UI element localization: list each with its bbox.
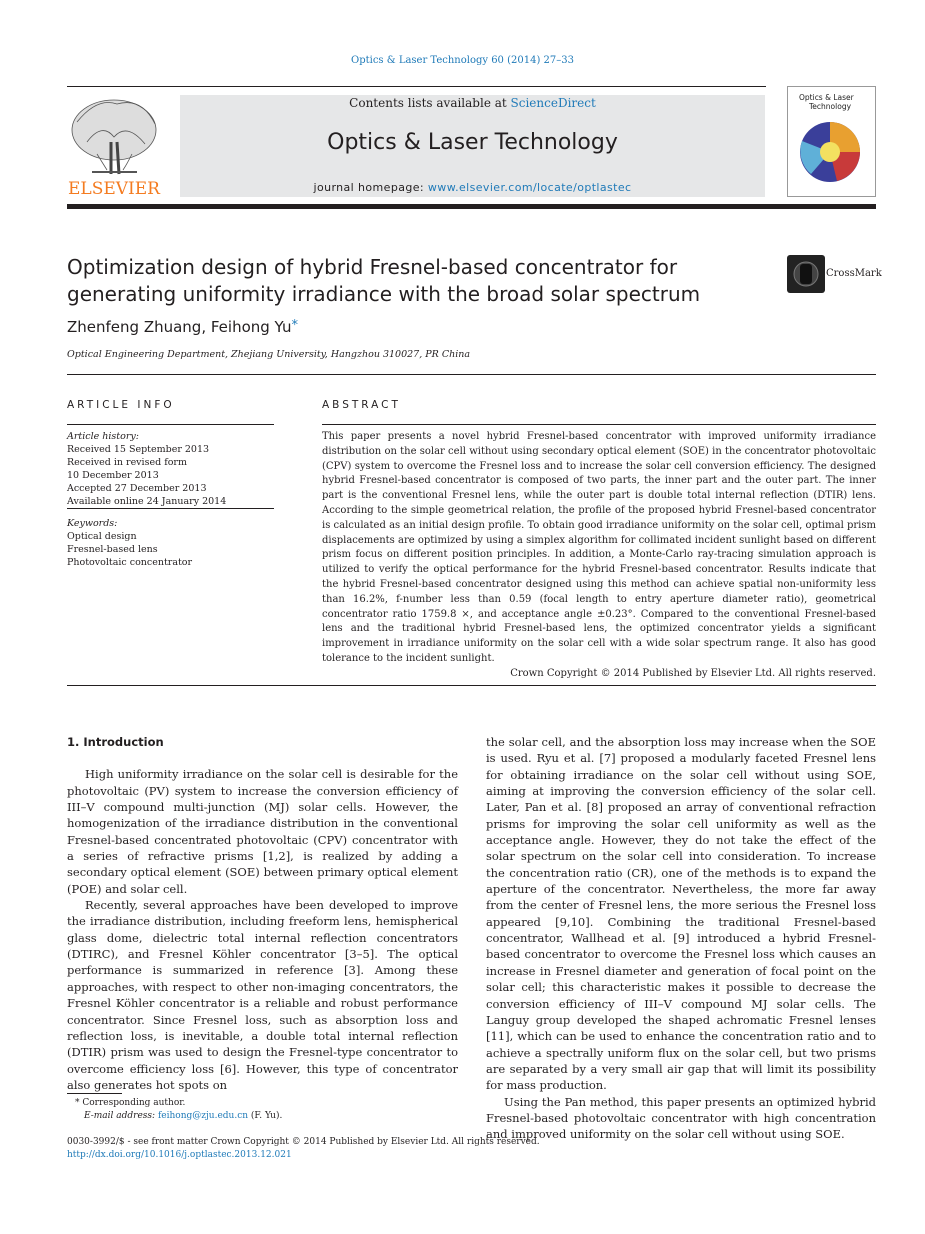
crossmark-label: CrossMark [826,268,882,279]
sciencedirect-link[interactable]: ScienceDirect [510,96,596,110]
accepted-date: Accepted 27 December 2013 [67,483,207,494]
journal-homepage: journal homepage: www.elsevier.com/locate/optlastec [313,181,632,194]
divider [67,424,274,425]
divider [67,508,274,509]
email-line: E-mail address: feihong@zju.edu.cn (F. Yu). [84,1111,283,1121]
keyword: Optical design [67,531,137,542]
issn-line: 0030-3992/$ - see front matter Crown Copyright © 2014 Published by Elsevier Ltd. All rights reserved. [67,1137,540,1147]
svg-text:Technology: Technology [809,102,852,111]
abstract-heading: ABSTRACT [322,399,401,411]
paragraph: the solar cell, and the absorption loss may increase when the SOE is used. Ryu et al. [7] proposed a modularly faceted Fresnel lens for obtaining irradiance on the solar cell without using SOE, aiming at improving the conversion efficiency of the solar cell. Later, Pan et al. [8] proposed an array of conventional refraction prisms for improving the solar cell uniformity as well as the acceptance angle. However, they do not take the effect of the solar spectrum on the solar cell into consideration. To increase the concentration ratio (CR), one of the methods is to expand the aperture of the concentrator. Nevertheless, the more far away from the center of Fresnel lens, the more serious the Fresnel loss appeared [9,10]. Combining the traditional Fresnel-based concentrator, Wallhead et al. [9] introduced a hybrid Fresnel-based concentrator to overcome the Fresnel loss which causes an increase in Fresnel diameter and generation of focal point on the solar cell; this characteristic makes it possible to decrease the conversion efficiency of III–V compound MJ solar cells. The Languy group developed the shaped achromatic Fresnel lenses [11], which can be used to enhance the concentration ratio and to achieve a spectrally uniform flux on the solar cell, but two prisms are separated by a very small air gap that will limit its possibility for mass production. [486,735,876,1093]
header-thick-rule [67,204,876,209]
keyword: Photovoltaic concentrator [67,557,193,568]
header-rule [67,86,766,87]
crossmark-icon [787,255,825,293]
article-history [67,430,277,508]
journal-title: Optics & Laser Technology [327,130,618,155]
divider [322,424,876,425]
article-info-heading: ARTICLE INFO [67,399,175,411]
history-label: Article history: [67,431,139,442]
keywords [67,517,277,569]
online-date: Available online 24 January 2014 [67,496,227,507]
article-title: Optimization design of hybrid Fresnel-based concentrator for generating uniformity irradiance with the broad solar spectrum [67,255,701,306]
intro-heading: 1. Introduction [67,735,164,749]
crossmark-badge[interactable] [787,255,882,293]
intro-left-column [67,734,458,1093]
abstract-body [322,430,876,682]
homepage-link[interactable]: www.elsevier.com/locate/optlastec [427,181,632,194]
keywords-label: Keywords: [67,518,118,529]
corresponding-note: * Corresponding author. [75,1098,186,1108]
email-link[interactable]: feihong@zju.edu.cn [157,1111,249,1121]
doi-link[interactable]: http://dx.doi.org/10.1016/j.optlastec.2013.12.021 [67,1150,292,1160]
abstract-text: This paper presents a novel hybrid Fresnel-based concentrator with improved uniformity irradiance distribution on the solar cell without using secondary optical element (SOE) in the concentrator photovoltaic (CPV) system to overcome the Fresnel loss and to increase the solar cell conversion efficiency. The designed hybrid Fresnel-based concentrator is composed of two parts, the inner part and the outer part. The inner part is the conventional Fresnel lens, while the outer part is double total internal reflection (DTIR) lens. According to the simple geometrical relation, the profile of the proposed hybrid Fresnel-based concentrator is calculated as an initial design profile. To obtain good irradiance uniformity on the solar cell, optimal prism displacements are optimized by using a simplex algorithm for collimated incident sunlight based on different prism focus on different position principles. In addition, a Monte-Carlo ray-tracing simulation approach is utilized to verify the optical performance for the hybrid Fresnel-based concentrator. Results indicate that the hybrid Fresnel-based concentrator designed using this method can achieve spatial non-uniformity less than 16.2%, f-number less than 0.59 (focal length to entry aperture diameter ratio), geometrical concentrator ratio 1759.8 ×, and acceptance angle ±0.23°. Compared to the conventional Fresnel-based lens and the traditional hybrid Fresnel-based lens, the optimized concentrator yields a significant improvement in irradiance uniformity on the solar cell with a wide solar spectrum range. It also has good tolerance to the incident sunlight. [322,431,877,664]
corresponding-author-mark[interactable]: * [291,318,299,333]
page-footer [67,1136,540,1162]
paragraph: Recently, several approaches have been developed to improve the irradiance distribution, including freeform lens, hemispherical glass dome, dielectric total internal reflection concentrators (DTIRC), and Fresnel Köhler concentrator [3–5]. The optical performance is summarized in reference [3]. Among these approaches, with respect to other non-imaging concentrators, the Fresnel Köhler concentrator is a reliable and robust performance concentrator. Since Fresnel loss, such as absorption loss and reflection loss, is inevitable, a double total internal reflection (DTIR) prism was used to design the Fresnel-type concentrator to overcome efficiency loss [6]. However, this type of concentrator also generates hot spots on [67,898,458,1092]
svg-text:ELSEVIER: ELSEVIER [68,179,160,198]
affiliation: Optical Engineering Department, Zhejiang University, Hangzhou 310027, PR China [67,349,471,360]
abstract-copyright: Crown Copyright © 2014 Published by Elsevier Ltd. All rights reserved. [510,667,876,679]
paragraph: High uniformity irradiance on the solar cell is desirable for the photovoltaic (PV) system to increase the conversion efficiency of III–V compound multi-junction (MJ) solar cells. However, the homogenization of the irradiance distribution in the conventional Fresnel-based concentrated photovoltaic (CPV) concentrator with a series of refractive prisms [1,2], is realized by adding a secondary optical element (SOE) between primary optical element (POE) and solar cell. [67,767,458,896]
divider [67,685,876,686]
divider [67,374,876,375]
contents-line: Contents lists available at ScienceDirect [349,96,596,110]
keyword: Fresnel-based lens [67,544,158,555]
revised-date: 10 December 2013 [67,470,159,481]
intro-right-column [486,734,876,1143]
paragraph: Using the Pan method, this paper presents an optimized hybrid Fresnel-based photovoltaic concentrator with high concentration and improved uniformity on the solar cell without using SOE. [486,1094,876,1142]
authors: Zhenfeng Zhuang, Feihong Yu* [67,318,299,336]
footnote [75,1097,282,1123]
received-date: Received 15 September 2013 [67,444,210,455]
elsevier-tree-logo [67,92,161,198]
svg-text:Optics & Laser: Optics & Laser [799,93,854,102]
footnote-rule [67,1093,122,1094]
revised-label: Received in revised form [67,457,187,468]
journal-cover-thumbnail[interactable] [787,86,876,197]
journal-reference[interactable]: Optics & Laser Technology 60 (2014) 27–33 [351,55,574,66]
